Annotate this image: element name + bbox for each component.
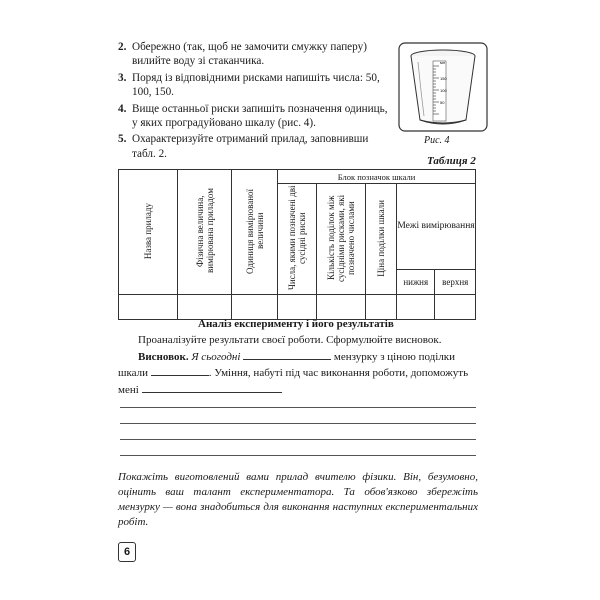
step-text: Поряд із відповідними рисками напишіть числа: 50, 100, 150. bbox=[132, 71, 380, 99]
step-number: 5. bbox=[118, 133, 127, 146]
header-numbers: Числа, якими позначені дві сусідні риски bbox=[278, 184, 317, 295]
final-note: Покажіть виготовлений вами прилад вчителю фізики. Він, безумовно, оцінить ваш талант експериментатора. Та обов'язково збережіть мензурку — вона знадобиться для виконання наступних експериментальних робіт. bbox=[118, 471, 478, 528]
conclusion-continued bbox=[118, 365, 476, 398]
figure-caption: Рис. 4 bbox=[424, 135, 450, 146]
step-text: Вище останньої риски запишіть позначення одиниць, у яких проградуйовано шкалу (рис. 4). bbox=[132, 102, 388, 130]
conclusion-text: . Уміння, набуті під час виконання роботи, допоможуть мені bbox=[118, 367, 469, 396]
analysis-body bbox=[118, 333, 476, 398]
analysis-title: Аналіз експерименту і його результатів bbox=[198, 318, 394, 330]
scale-label: 150 bbox=[440, 76, 447, 81]
measuring-cup-illustration bbox=[398, 42, 488, 150]
step-number: 3. bbox=[118, 71, 127, 84]
step-item bbox=[118, 132, 393, 161]
writing-line[interactable] bbox=[120, 455, 476, 456]
blank-field[interactable] bbox=[142, 382, 282, 393]
table-cell[interactable] bbox=[232, 295, 278, 320]
writing-line[interactable] bbox=[120, 407, 476, 408]
header-divisions: Кількість поділок між сусідніми рисками, які позначено числами bbox=[317, 184, 366, 295]
step-text: Обережно (так, щоб не замочити смужку паперу) вилийте воду зі стаканчика. bbox=[132, 41, 367, 68]
conclusion-label: Висновок. bbox=[138, 350, 189, 363]
steps-list bbox=[118, 40, 393, 163]
header-upper: верхня bbox=[435, 270, 476, 295]
table-cell[interactable] bbox=[317, 295, 366, 320]
blank-field[interactable] bbox=[243, 349, 331, 360]
table-cell[interactable] bbox=[366, 295, 397, 320]
header-name: Назва приладу bbox=[119, 170, 178, 295]
writing-line[interactable] bbox=[120, 423, 476, 424]
unit-label: мл bbox=[440, 60, 446, 65]
blank-field[interactable] bbox=[151, 365, 209, 376]
table-cell[interactable] bbox=[178, 295, 232, 320]
step-item bbox=[118, 102, 393, 131]
scale-label: 50 bbox=[440, 100, 445, 105]
analysis-instruction: Проаналізуйте результати своєї роботи. Сформулюйте висновок. bbox=[138, 334, 442, 346]
header-range: Межі вимірювання bbox=[397, 184, 476, 270]
conclusion-text: Я сьогодні bbox=[191, 350, 241, 363]
writing-line[interactable] bbox=[120, 439, 476, 440]
table-cell[interactable] bbox=[435, 295, 476, 320]
step-number: 4. bbox=[118, 102, 127, 115]
page-number: 6 bbox=[118, 542, 136, 562]
step-item bbox=[118, 71, 393, 100]
header-unit: Одиниця вимірюваної величини bbox=[232, 170, 278, 295]
table-cell[interactable] bbox=[397, 295, 435, 320]
table-cell[interactable] bbox=[119, 295, 178, 320]
header-scale-block: Блок позначок шкали bbox=[278, 170, 476, 184]
header-price: Ціна поділки шкали bbox=[366, 184, 397, 295]
header-lower: нижня bbox=[397, 270, 435, 295]
conclusion-text: мензурку з ціною поділки bbox=[333, 350, 456, 363]
step-text: Охарактеризуйте отриманий прилад, заповнивши табл. 2. bbox=[132, 133, 369, 160]
table-title: Таблиця 2 bbox=[427, 155, 476, 167]
table-2 bbox=[118, 169, 476, 320]
conclusion-paragraph bbox=[118, 349, 476, 366]
step-item bbox=[118, 40, 393, 69]
step-number: 2. bbox=[118, 41, 127, 53]
scale-label: 100 bbox=[440, 88, 447, 93]
conclusion-text: шкали bbox=[118, 367, 149, 379]
header-quantity: Фізична величина, вимірювана приладом bbox=[178, 170, 232, 295]
table-cell[interactable] bbox=[278, 295, 317, 320]
